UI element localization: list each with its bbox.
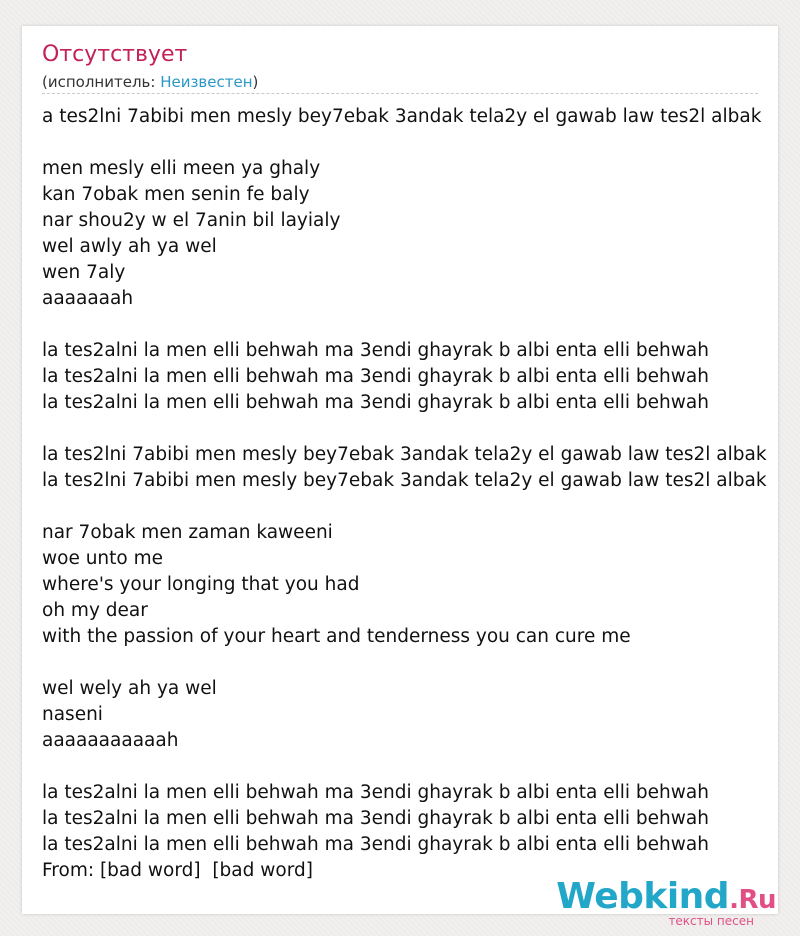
lyric-line: men mesly elli meen ya ghaly	[42, 158, 321, 179]
lyric-line: la tes2alni la men elli behwah ma 3endi ghayrak b albi enta elli behwah	[42, 340, 709, 361]
logo-wordmark	[556, 876, 776, 918]
lyric-line: la tes2alni la men elli behwah ma 3endi ghayrak b albi enta elli behwah	[42, 392, 709, 413]
lyric-line: where's your longing that you had	[42, 574, 360, 595]
lyric-blank-line	[42, 650, 767, 676]
title-separator	[42, 93, 758, 94]
lyric-blank-line	[42, 494, 767, 520]
lyric-line: la tes2lni 7abibi men mesly bey7ebak 3andak tela2y el gawab law tes2l albak	[42, 444, 767, 465]
lyric-line: wel wely ah ya wel	[42, 678, 217, 699]
logo-main-text: Webkind	[556, 876, 730, 917]
artist-prefix: (исполнитель:	[42, 73, 161, 91]
lyric-blank-line	[42, 130, 767, 156]
lyric-blank-line	[42, 312, 767, 338]
lyrics-text	[42, 104, 767, 884]
lyric-line: la tes2lni 7abibi men mesly bey7ebak 3andak tela2y el gawab law tes2l albak	[42, 470, 767, 491]
artist-line	[42, 73, 258, 91]
lyric-line: la tes2alni la men elli behwah ma 3endi ghayrak b albi enta elli behwah	[42, 808, 709, 829]
site-logo[interactable]	[556, 876, 776, 928]
logo-tld: .Ru	[729, 885, 776, 915]
lyric-line: with the passion of your heart and tenderness you can cure me	[42, 626, 631, 647]
lyric-line: kan 7obak men senin fe baly	[42, 184, 310, 205]
lyric-line: nar shou2y w el 7anin bil layialy	[42, 210, 341, 231]
lyric-line: a tes2lni 7abibi men mesly bey7ebak 3andak tela2y el gawab law tes2l albak	[42, 106, 762, 127]
lyric-line: wel awly ah ya wel	[42, 236, 217, 257]
lyric-line: la tes2alni la men elli behwah ma 3endi ghayrak b albi enta elli behwah	[42, 366, 709, 387]
lyric-line: la tes2alni la men elli behwah ma 3endi ghayrak b albi enta elli behwah	[42, 834, 709, 855]
lyric-line: nar 7obak men zaman kaweeni	[42, 522, 333, 543]
lyric-line: naseni	[42, 704, 103, 725]
lyric-line: la tes2alni la men elli behwah ma 3endi ghayrak b albi enta elli behwah	[42, 782, 709, 803]
lyric-line: aaaaaaaaaaah	[42, 730, 179, 751]
lyric-line: oh my dear	[42, 600, 148, 621]
song-title: Отсутствует	[42, 42, 188, 67]
lyric-line: woe unto me	[42, 548, 164, 569]
lyric-blank-line	[42, 754, 767, 780]
lyric-line: wen 7aly	[42, 262, 126, 283]
lyric-blank-line	[42, 416, 767, 442]
lyric-line: aaaaaaah	[42, 288, 134, 309]
lyrics-card	[22, 26, 778, 914]
artist-link[interactable]: Неизвестен	[160, 73, 253, 91]
logo-tagline: тексты песен	[668, 914, 754, 928]
lyric-line: From: [bad word] [bad word]	[42, 860, 313, 881]
artist-suffix: )	[252, 73, 259, 91]
